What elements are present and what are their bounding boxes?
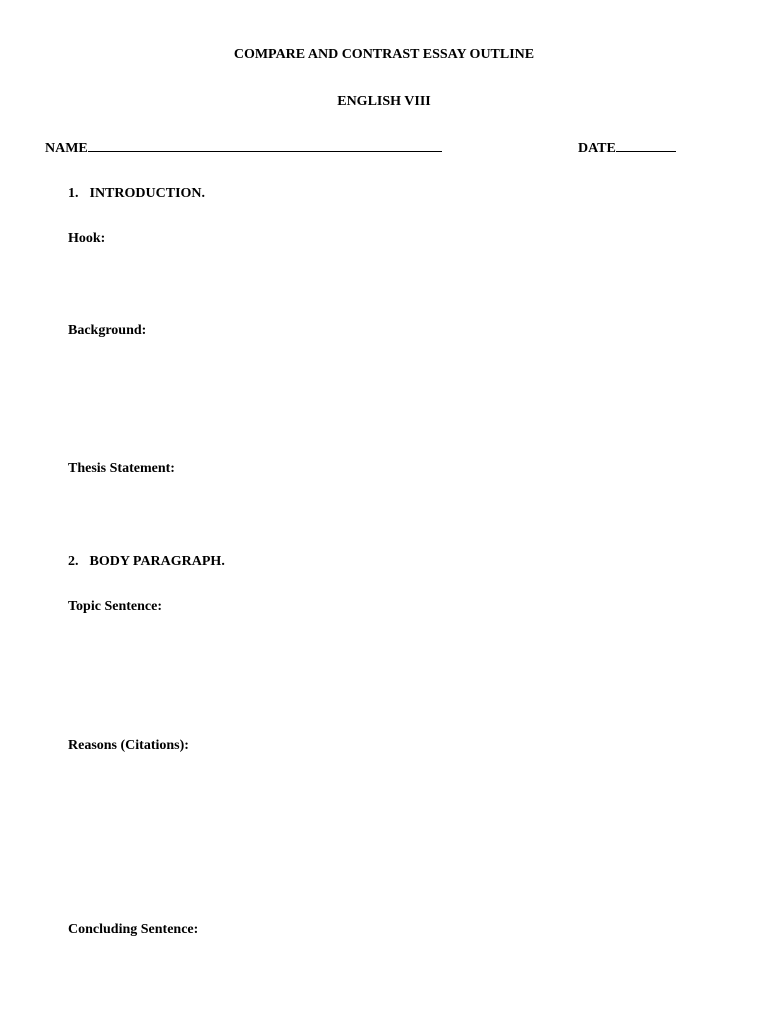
field-label-thesis-statement: Thesis Statement: [68, 461, 175, 476]
name-label: NAME [45, 141, 88, 156]
date-label: DATE [578, 141, 616, 156]
date-field[interactable] [578, 139, 676, 157]
section-number: 2. [68, 554, 79, 569]
section-heading-body-paragraph [68, 554, 225, 570]
name-field[interactable] [45, 139, 442, 157]
date-blank-line[interactable] [616, 139, 676, 152]
page-title: COMPARE AND CONTRAST ESSAY OUTLINE [233, 47, 535, 62]
name-blank-line[interactable] [88, 139, 442, 152]
section-heading-introduction [68, 186, 205, 202]
field-label-concluding-sentence: Concluding Sentence: [68, 922, 199, 937]
section-title: BODY PARAGRAPH. [89, 554, 225, 569]
field-label-background: Background: [68, 323, 147, 338]
section-title: INTRODUCTION. [89, 186, 206, 201]
field-label-topic-sentence: Topic Sentence: [68, 599, 162, 614]
field-label-hook: Hook: [68, 231, 106, 246]
section-number: 1. [68, 186, 79, 201]
field-label-reasons-citations: Reasons (Citations): [68, 738, 189, 753]
course-title: ENGLISH VIII [337, 94, 431, 109]
